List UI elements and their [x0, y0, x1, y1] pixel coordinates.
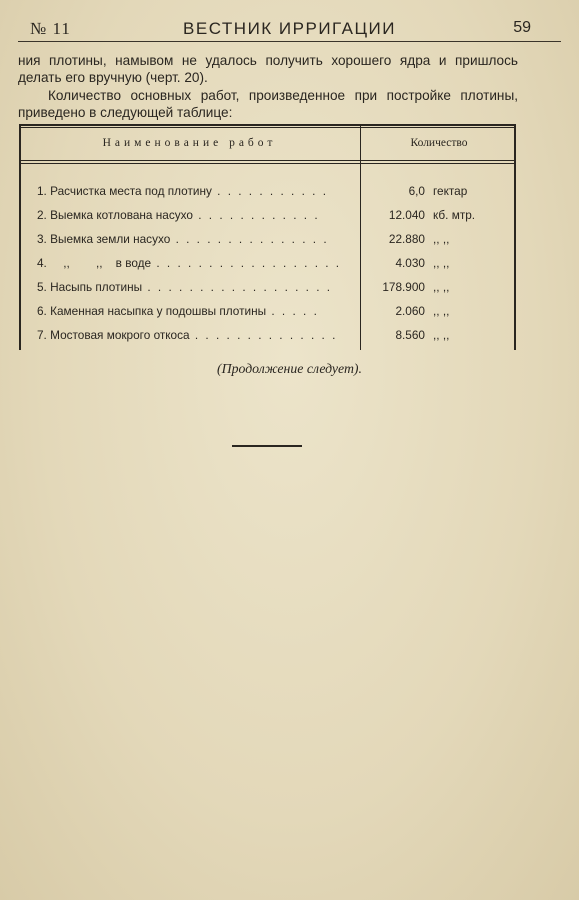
table-row: [19, 256, 516, 276]
row-value: 22.880: [388, 232, 425, 246]
row-leader-dots: . . . . . . . . . . . . . .: [189, 328, 338, 342]
end-rule: [232, 445, 302, 447]
row-unit: ,, ,,: [433, 280, 450, 294]
table-row: [19, 304, 516, 324]
row-leader-dots: . . . . . . . . . . . . . . . . . .: [151, 256, 342, 270]
row-unit: гектар: [433, 184, 468, 198]
header-rule: [18, 41, 561, 42]
row-unit: ,, ,,: [433, 232, 450, 246]
row-name: 1. Расчистка места под плотину: [37, 184, 212, 198]
table-row: [19, 184, 516, 204]
row-value: 12.040: [388, 208, 425, 222]
paragraph-intro: Количество основных работ, произведенное при постройке плотины, приведено в следующей таблице:: [18, 88, 518, 120]
issue-number: № 11: [30, 19, 71, 38]
table-header-rule: [19, 160, 516, 161]
row-unit: ,, ,,: [433, 328, 450, 342]
row-unit: ,, ,,: [433, 304, 450, 318]
row-value: 8.560: [395, 328, 425, 342]
row-leader-dots: . . . . . . . . . . . .: [192, 208, 320, 222]
column-header-quantity: Количество: [410, 137, 468, 149]
continuation-note: (Продолжение следует).: [217, 361, 362, 376]
row-leader-dots: . . . . . . . . . . . . . . . . . .: [142, 280, 333, 294]
row-name: 6. Каменная насыпка у подошвы плотины: [37, 304, 267, 318]
table-row: [19, 208, 516, 228]
table-header-rule-thin: [19, 163, 516, 164]
table-top-rule-thin: [19, 127, 516, 128]
journal-title: ВЕСТНИК ИРРИГАЦИИ: [183, 19, 396, 38]
table-row: [19, 232, 516, 252]
row-name: 2. Выемка котлована насухо: [37, 208, 193, 222]
row-unit: кб. мтр.: [433, 208, 476, 222]
page-number: 59: [513, 19, 531, 36]
table-top-rule: [19, 124, 516, 126]
row-name: 7. Мостовая мокрого откоса: [37, 328, 190, 342]
paragraph-continued: ния плотины, намывом не удалось получить хорошего ядра и пришлось делать его вручную (черт. 20).: [18, 53, 518, 85]
row-value: 6,0: [408, 184, 425, 198]
row-unit: ,, ,,: [433, 256, 450, 270]
column-header-name: Наименование работ: [102, 137, 277, 149]
row-name: 4. ,, ,, в воде: [37, 256, 152, 270]
row-value: 4.030: [395, 256, 425, 270]
row-value: 2.060: [395, 304, 425, 318]
row-leader-dots: . . . . . . . . . . .: [211, 184, 328, 198]
table-row: [19, 280, 516, 300]
works-table: [19, 124, 516, 350]
row-name: 3. Выемка земли насухо: [37, 232, 171, 246]
row-leader-dots: . . . . . . . . . . . . . . .: [170, 232, 329, 246]
row-value: 178.900: [382, 280, 425, 294]
row-leader-dots: . . . . .: [266, 304, 319, 318]
table-row: [19, 328, 516, 348]
row-name: 5. Насыпь плотины: [37, 280, 143, 294]
